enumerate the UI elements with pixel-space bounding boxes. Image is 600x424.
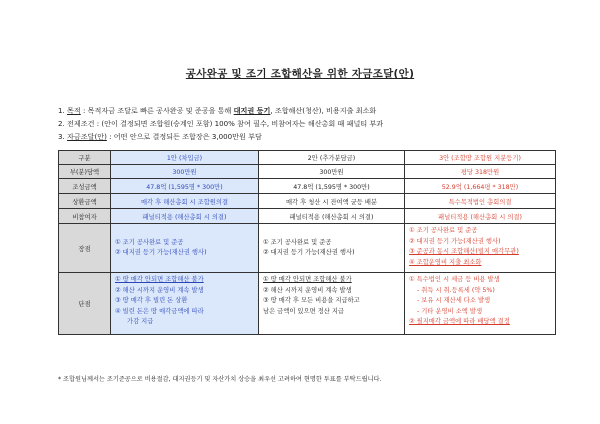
cons-item: ② 해산 시까지 운영비 계속 발생	[115, 286, 204, 294]
budam-row	[59, 165, 556, 179]
col2-josung: 47.8억 (1,595명 * 300만)	[259, 179, 405, 194]
col3-cons	[405, 273, 556, 335]
item-purpose	[58, 104, 558, 117]
cons-item: ② 필지매각 금액에 따라 배당액 결정	[409, 318, 510, 325]
col1-pros	[111, 224, 259, 273]
item-body-tail: , 조합해산(청산), 비용지출 최소화	[270, 106, 377, 115]
pros-item: ① 조기 공사완료 및 준공	[409, 227, 478, 234]
josung-row	[59, 179, 556, 194]
pros-item: ② 대지권 등기 가능(재산권 행사)	[409, 237, 501, 245]
col3-josung: 52.9억 (1,664평 * 318만)	[405, 179, 556, 194]
col3-pros	[405, 224, 556, 273]
col2-header: 2안 (추가분담금)	[259, 151, 405, 165]
item-body: : 어떤 안으로 결정되든 조합장은 3,000만원 부담	[106, 132, 262, 141]
cons-item: 가감 지급	[127, 318, 154, 325]
pros-item: ④ 조합운영비 지출 최소화	[409, 258, 482, 266]
col2-bichamyeo: 패널티적용 (해산총회 시 의결)	[259, 209, 405, 224]
cons-row	[59, 273, 556, 335]
cons-item: - 보유 시 재산세 다소 발생	[417, 297, 491, 304]
label-gubun: 구분	[59, 151, 111, 165]
label-danjeom: 단점	[59, 273, 111, 335]
cons-item: ④ 빌린 돈은 땅 매각금액에 따라	[115, 307, 204, 315]
pros-item: ① 조기 공사완료 및 준공	[115, 238, 184, 246]
col2-sanghwan: 매각 후 청산 시 잔여액 균등 배분	[259, 194, 405, 209]
item-list	[58, 104, 558, 143]
col2-budam: 300만원	[259, 165, 405, 179]
item-number: 1.	[58, 106, 65, 115]
item-number: 2.	[58, 119, 65, 128]
cons-item: - 기타 운영비 소액 발생	[417, 307, 483, 315]
item-funding	[58, 130, 558, 143]
item-body: : 목적자금 조달로 빠른 공사완공 및 준공을 통해	[80, 106, 234, 115]
item-number: 3.	[58, 132, 65, 141]
cons-item: ① 특수법인 시 세금 등 비용 발생	[409, 276, 500, 283]
cons-item: ② 해산 시까지 운영비 계속 발생	[263, 286, 352, 294]
pros-row	[59, 224, 556, 273]
item-heading: 목적	[67, 106, 81, 115]
item-emphasis: 대지권 등기	[233, 106, 271, 115]
cons-item: 남은 금액이 있으면 정산 지급	[263, 307, 344, 315]
item-heading: 자금조달(안)	[67, 132, 107, 141]
cons-item: ③ 땅 매각 후 빌린 돈 상환	[115, 297, 188, 304]
col3-bichamyeo: 패널티적용 (해산총회 시 의결)	[405, 209, 556, 224]
cons-item: ① 땅 매각 안되면 조합해산 불가	[263, 276, 352, 283]
col1-header: 1안 (차입금)	[111, 151, 259, 165]
col1-cons	[111, 273, 259, 335]
label-sanghwan: 상환금액	[59, 194, 111, 209]
label-jangjeom: 장점	[59, 224, 111, 273]
sanghwan-row	[59, 194, 556, 209]
col3-header: 3안 (조합땅 조합원 지분등기)	[405, 151, 556, 165]
label-budam: 부(분)담액	[59, 165, 111, 179]
item-heading: 전제조건	[67, 119, 95, 128]
pros-item: ② 대지권 등기 가능(재산권 행사)	[115, 249, 207, 256]
label-bichamyeo: 비참여자	[59, 209, 111, 224]
col1-budam: 300만원	[111, 165, 259, 179]
header-row	[59, 151, 556, 165]
item-precondition	[58, 117, 558, 130]
funding-comparison-table	[58, 150, 556, 335]
cons-item: - 취득 시 취.등록세 (약 5%)	[417, 286, 495, 294]
col2-pros	[259, 224, 405, 273]
title-text: 공사완공 및 조기 조합해산을 위한 자금조달(안)	[185, 68, 415, 80]
document-title	[0, 66, 600, 81]
col2-cons	[259, 273, 405, 335]
pros-item: ① 조기 공사완료 및 준공	[263, 238, 332, 246]
cons-item: ③ 땅 매각 후 모든 비용을 지급하고	[263, 297, 360, 304]
footnote: * 조합원님께서는 조기준공으로 비용절감, 대지권등기 및 자산가치 상승을 최우선 고려하여 현명한 투표를 부탁드립니다.	[58, 376, 382, 383]
col1-josung: 47.8억 (1,595명 * 300만)	[111, 179, 259, 194]
col1-sanghwan: 매각 후 해산총회 시 조합원의결	[111, 194, 259, 209]
item-body: : (안이 결정되면 조합원(승계인 포함) 100% 참여 필수, 비참여자는 해산총회 때 패널티 부과	[94, 119, 384, 128]
cons-item: ① 땅 매각 안되면 조합해산 불가	[115, 276, 204, 283]
col1-bichamyeo: 패널티적용 (해산총회 시 의결)	[111, 209, 259, 224]
col3-sanghwan: 특수목적법인 총회의결	[405, 194, 556, 209]
pros-item: ③ 준공과 동시 조합해산(빌지 매각무관)	[409, 248, 519, 255]
label-josung: 조성금액	[59, 179, 111, 194]
pros-item: ② 대지권 등기 가능(재산권 행사)	[263, 249, 355, 256]
col3-budam: 평당 318만원	[405, 165, 556, 179]
bichamyeo-row	[59, 209, 556, 224]
